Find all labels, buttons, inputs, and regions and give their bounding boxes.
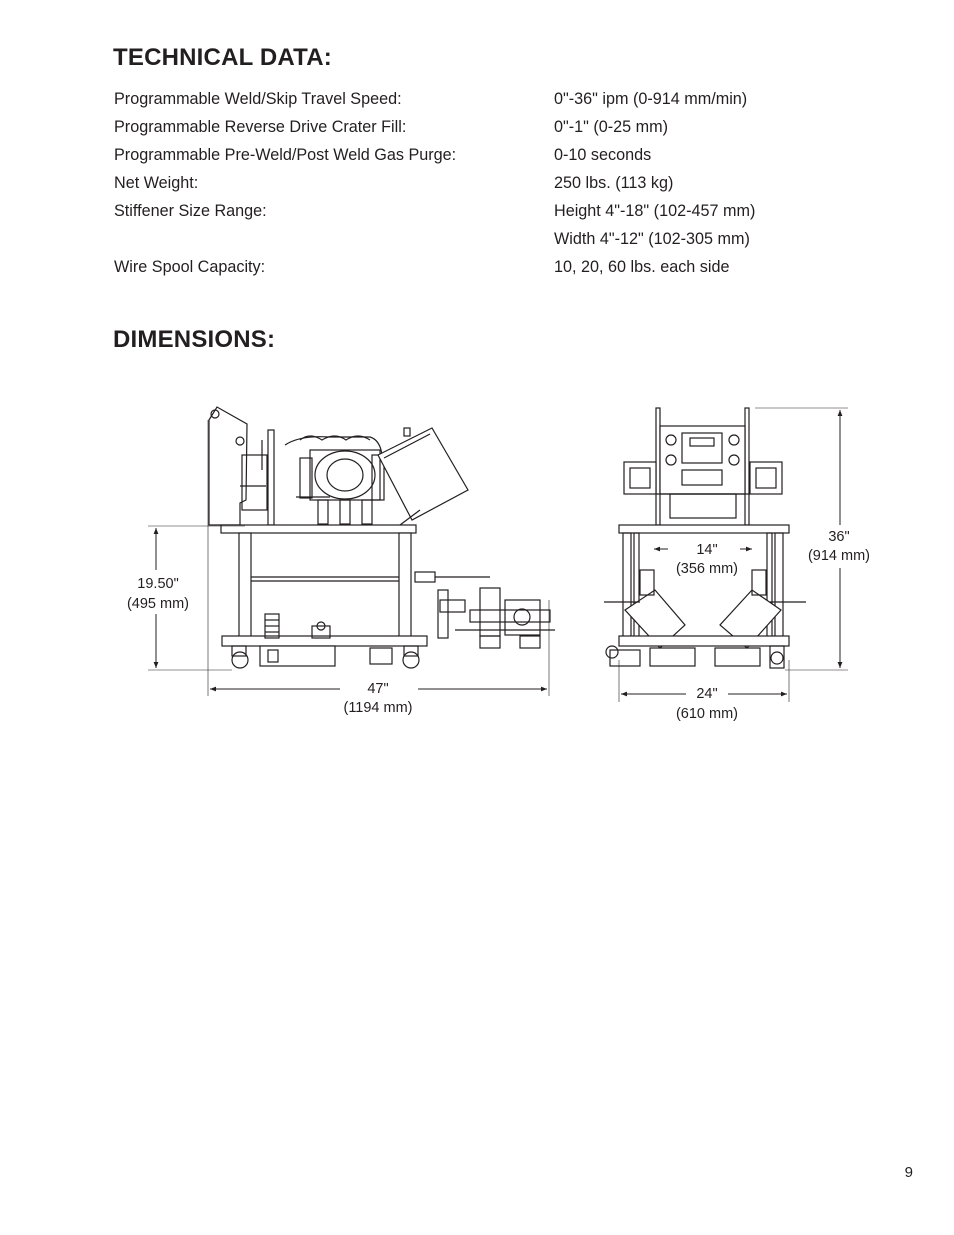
technical-data-heading: TECHNICAL DATA: (113, 44, 332, 71)
side-length-inches: 47" (367, 681, 389, 697)
spec-label: Net Weight: (114, 174, 199, 192)
spec-label: Programmable Pre-Weld/Post Weld Gas Purge: (114, 146, 457, 164)
side-height-inches: 19.50" (137, 576, 179, 592)
spec-value: 10, 20, 60 lbs. each side (554, 258, 730, 276)
front-inner-inches: 14" (696, 542, 718, 558)
front-height-mm: (914 mm) (807, 548, 871, 564)
spec-label: Programmable Weld/Skip Travel Speed: (114, 90, 402, 108)
side-view-machine (209, 407, 555, 668)
dimensions-heading: DIMENSIONS: (113, 326, 276, 353)
spec-value: 0-10 seconds (554, 146, 652, 164)
front-width-inches: 24" (696, 686, 718, 702)
front-view-machine (604, 408, 806, 668)
side-height-mm: (495 mm) (126, 596, 190, 612)
spec-label: Programmable Reverse Drive Crater Fill: (114, 118, 407, 136)
spec-label: Stiffener Size Range: (114, 202, 267, 220)
page-number: 9 (904, 1164, 913, 1181)
spec-value: 250 lbs. (113 kg) (554, 174, 674, 192)
front-height-inches: 36" (828, 529, 850, 545)
spec-label: Wire Spool Capacity: (114, 258, 266, 276)
side-length-mm: (1194 mm) (343, 700, 413, 716)
spec-value: Height 4"-18" (102-457 mm) (554, 202, 756, 220)
front-width-mm: (610 mm) (675, 706, 739, 722)
spec-value: 0"-1" (0-25 mm) (554, 118, 669, 136)
spec-value: Width 4"-12" (102-305 mm) (554, 230, 750, 248)
front-inner-mm: (356 mm) (675, 561, 739, 577)
spec-value: 0"-36" ipm (0-914 mm/min) (554, 90, 748, 108)
